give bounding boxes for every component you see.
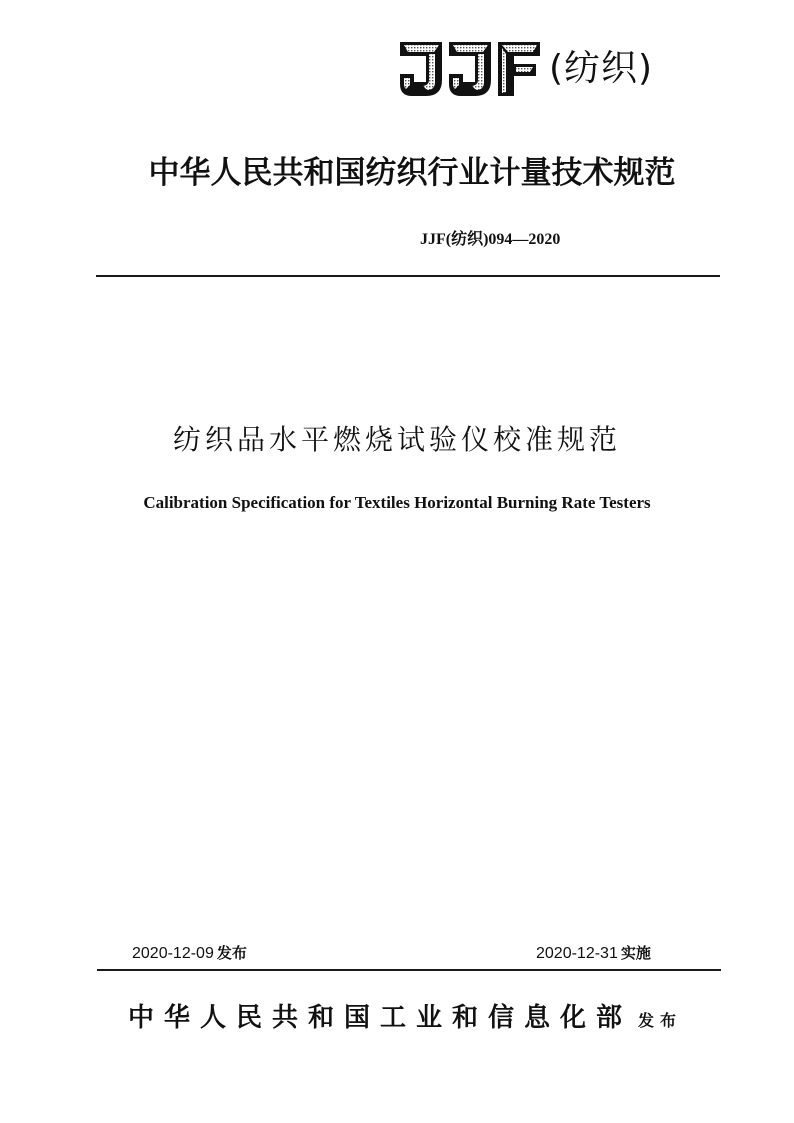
logo-letter-f-icon: [496, 40, 542, 98]
effective-label: 实施: [620, 944, 651, 962]
series-title: 中华人民共和国纺织行业计量技术规范: [148, 155, 676, 191]
logo-letter-j-icon: [447, 40, 493, 98]
issue-date: 2020-12-09: [132, 945, 214, 962]
effective-date-block: [536, 942, 651, 963]
issue-date-block: [132, 942, 247, 963]
document-title-zh: 纺织品水平燃烧试验仪校准规范: [172, 423, 621, 456]
issue-label: 发布: [216, 944, 247, 962]
logo-letter-j-icon: [398, 40, 444, 98]
publisher-action: 发布: [638, 1011, 683, 1030]
logo-suffix: (纺织): [549, 48, 654, 89]
effective-date: 2020-12-31: [536, 945, 618, 962]
publisher-block: [128, 997, 682, 1034]
document-title-en: Calibration Specification for Textiles Horizontal Burning Rate Testers: [143, 493, 651, 512]
header-divider: [96, 275, 720, 277]
footer-divider: [97, 969, 721, 971]
jjf-logo: [398, 38, 653, 100]
document-code: JJF(纺织)094—2020: [420, 231, 561, 248]
publisher-name: 中华人民共和国工业和信息化部: [128, 1003, 633, 1033]
